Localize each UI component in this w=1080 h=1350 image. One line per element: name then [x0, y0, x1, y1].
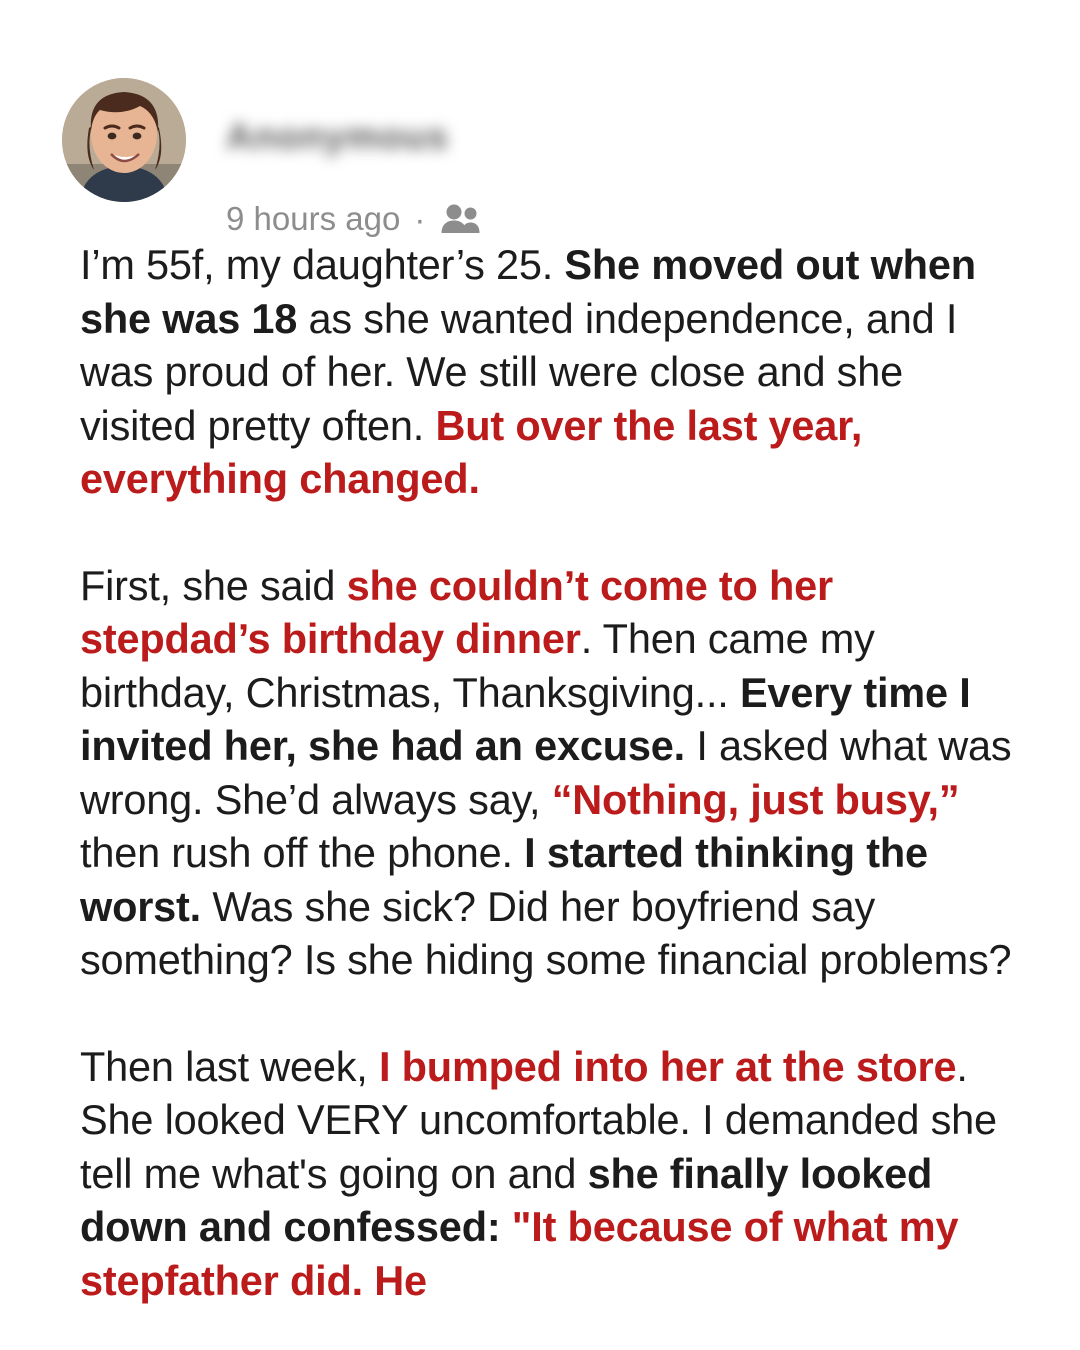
post-body [80, 238, 1030, 1307]
friends-icon[interactable] [439, 202, 481, 236]
post-meta [226, 200, 481, 238]
text-run-red: “Nothing, just busy,” [551, 775, 960, 823]
meta-separator: · [414, 200, 426, 238]
text-run-normal: I’m 55f, my daughter’s 25. [80, 241, 565, 288]
text-run-red: I bumped into her at the store [378, 1042, 957, 1090]
text-run-normal: First, she said [80, 561, 347, 609]
text-run-bold: Every time I invited her, she had an excuse. [80, 668, 971, 769]
author-name[interactable]: Anonymous [226, 116, 449, 157]
text-run-red: "It because of what my stepfather did. He [80, 1203, 959, 1304]
text-run-normal: Was she sick? Did her boyfriend say something? Is she hiding some financial problems? [80, 882, 1012, 983]
text-run-bold: I started thinking the worst. [80, 829, 928, 930]
text-run-bold: she finally looked down and confessed: [80, 1149, 933, 1250]
text-run-normal: Then last week, [80, 1042, 379, 1090]
text-run-normal: . Then came my birthday, Christmas, Thanksgiving... [80, 615, 875, 716]
text-run-normal: . She looked VERY uncomfortable. I demanded she tell me what's going on and [80, 1042, 997, 1197]
text-run-red: But over the last year, everything changed. [80, 401, 863, 502]
post-paragraph-2 [80, 559, 1030, 987]
post-paragraph-3 [80, 1040, 1030, 1308]
text-run-red: she couldn’t come to her stepdad’s birthday dinner [80, 561, 833, 662]
text-run-bold: She moved out when she was 18 [80, 241, 976, 342]
text-run-normal: as she wanted independence, and I was proud of her. We still were close and she visited pretty often. [80, 294, 958, 449]
text-run-normal: then rush off the phone. [80, 829, 525, 876]
avatar[interactable] [62, 78, 186, 202]
text-run-normal: I asked what was wrong. She’d always say, [80, 722, 1012, 823]
post-header [62, 78, 1022, 258]
post-timestamp[interactable]: 9 hours ago [226, 200, 401, 237]
post-paragraph-1 [80, 238, 1030, 506]
